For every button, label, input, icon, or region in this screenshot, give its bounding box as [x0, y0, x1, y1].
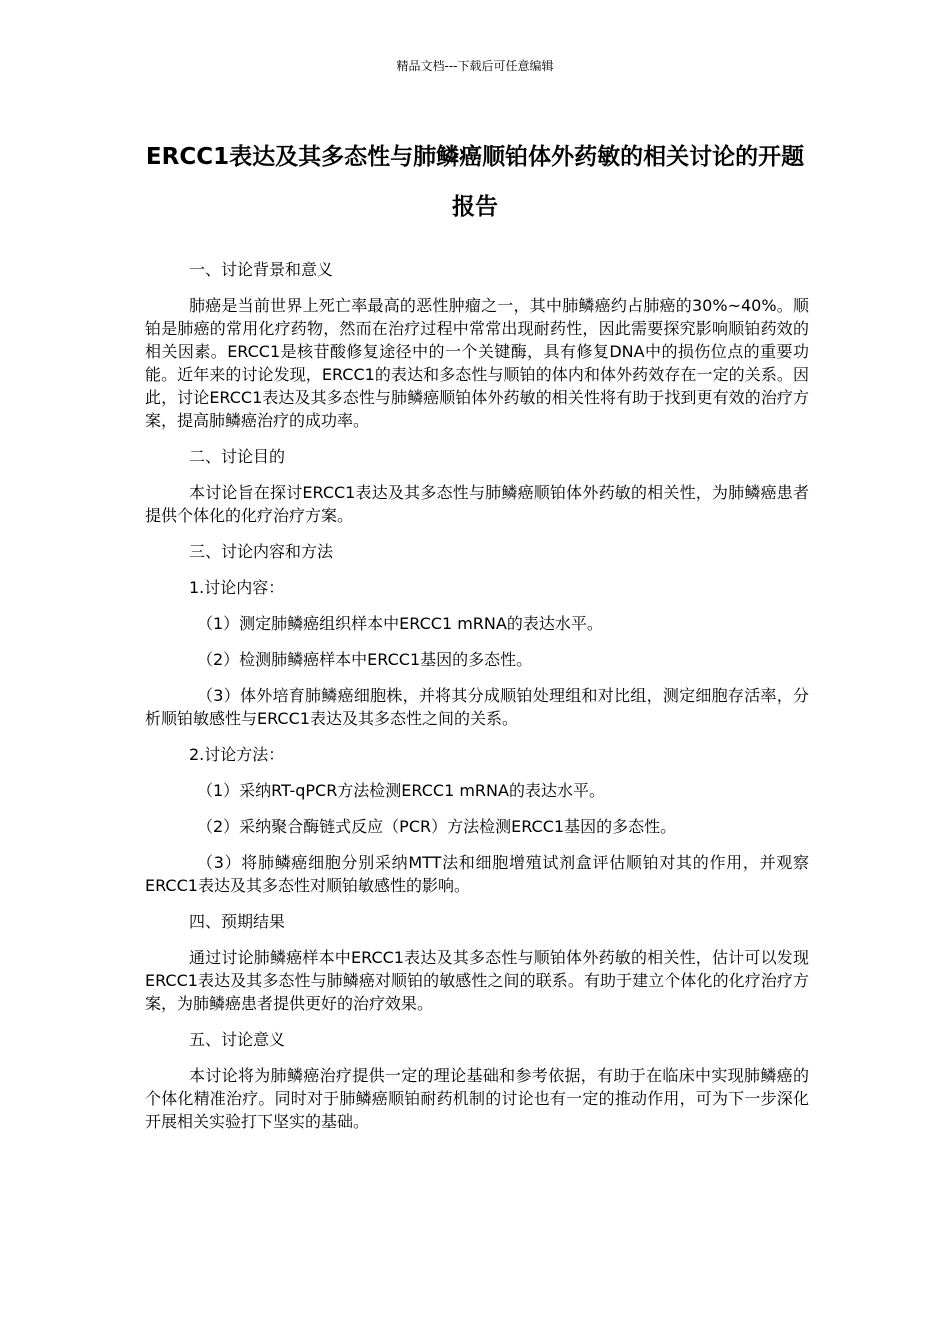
list-item-method-1: （1）采纳RT-qPCR方法检测ERCC1 mRNA的表达水平。 — [197, 781, 605, 800]
section-heading-objective: 二、讨论目的 — [189, 447, 286, 466]
section-heading-methods: 三、讨论内容和方法 — [189, 542, 334, 561]
list-item-content-1: （1）测定肺鳞癌组织样本中ERCC1 mRNA的表达水平。 — [197, 614, 603, 633]
section-heading-significance: 五、讨论意义 — [189, 1030, 286, 1049]
document-body — [145, 258, 809, 1146]
paragraph-expected: 通过讨论肺鳞癌样本中ERCC1表达及其多态性与顺铂体外药敏的相关性，估计可以发现ERCC1表达及其多态性与肺鳞癌对顺铂的敏感性之间的联系。有助于建立个体化的化疗治疗方案，为肺鳞癌患者提供更好的治疗效果。 — [145, 948, 809, 1013]
document-title: ERCC1表达及其多态性与肺鳞癌顺铂体外药敏的相关讨论的开题报告 — [145, 144, 805, 220]
list-item-content-2: （2）检测肺鳞癌样本中ERCC1基因的多态性。 — [197, 650, 533, 669]
section-heading-background: 一、讨论背景和意义 — [189, 260, 334, 279]
list-item-content-3: （3）体外培育肺鳞癌细胞株，并将其分成顺铂处理组和对比组，测定细胞存活率，分析顺铂敏感性与ERCC1表达及其多态性之间的关系。 — [145, 686, 809, 728]
paragraph-significance: 本讨论将为肺鳞癌治疗提供一定的理论基础和参考依据，有助于在临床中实现肺鳞癌的个体化精准治疗。同时对于肺鳞癌顺铂耐药机制的讨论也有一定的推动作用，可为下一步深化开展相关实验打下坚实的基础。 — [145, 1066, 809, 1131]
paragraph-background: 肺癌是当前世界上死亡率最高的恶性肿瘤之一，其中肺鳞癌约占肺癌的30%~40%。顺铂是肺癌的常用化疗药物，然而在治疗过程中常常出现耐药性，因此需要探究影响顺铂药效的相关因素。ERCC1是核苷酸修复途径中的一个关键酶，具有修复DNA中的损伤位点的重要功能。近年来的讨论发现，ERCC1的表达和多态性与顺铂的体内和体外药效存在一定的关系。因此，讨论ERCC1表达及其多态性与肺鳞癌顺铂体外药敏的相关性将有助于找到更有效的治疗方案，提高肺鳞癌治疗的成功率。 — [145, 296, 809, 430]
header-note: 精品文档---下载后可任意编辑 — [396, 59, 554, 73]
list-item-method-3: （3）将肺鳞癌细胞分别采纳MTT法和细胞增殖试剂盒评估顺铂对其的作用，并观察ERCC1表达及其多态性对顺铂敏感性的影响。 — [145, 853, 809, 895]
subheading-method: 2.讨论方法： — [189, 745, 285, 764]
list-item-method-2: （2）采纳聚合酶链式反应（PCR）方法检测ERCC1基因的多态性。 — [197, 817, 677, 836]
subheading-content: 1.讨论内容： — [189, 578, 285, 597]
paragraph-objective: 本讨论旨在探讨ERCC1表达及其多态性与肺鳞癌顺铂体外药敏的相关性，为肺鳞癌患者提供个体化的化疗治疗方案。 — [145, 483, 809, 525]
section-heading-expected: 四、预期结果 — [189, 912, 286, 931]
